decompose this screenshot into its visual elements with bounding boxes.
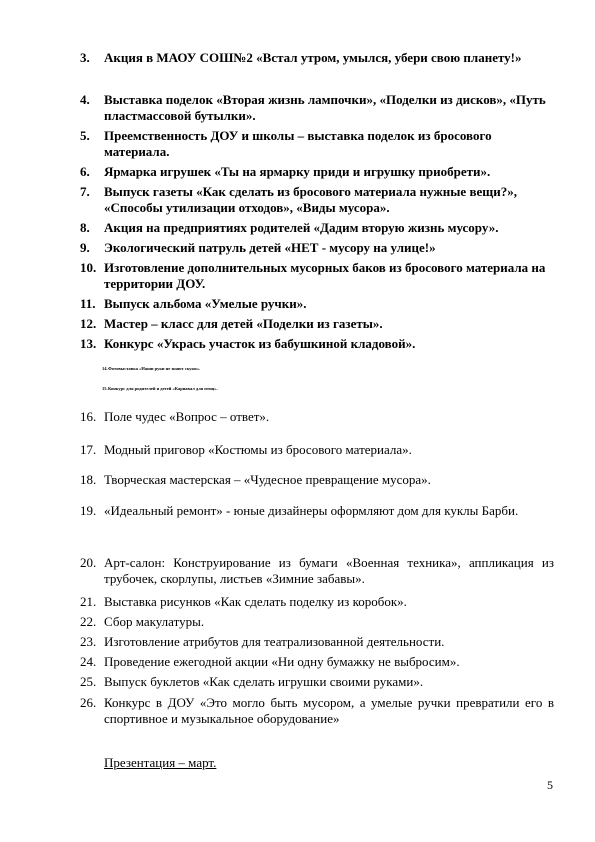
item-text: Изготовление атрибутов для театрализованной деятельности.	[104, 634, 445, 649]
item-text: Акция на предприятиях родителей «Дадим вторую жизнь мусору».	[104, 220, 499, 235]
item-text: Выставка поделок «Вторая жизнь лампочки», «Поделки из дисков», «Путь пластмассовой бутылки».	[104, 92, 546, 123]
list-item-19	[80, 503, 524, 519]
list-item-13	[80, 336, 554, 352]
list-item-11	[80, 296, 554, 312]
item-number: 17.	[80, 442, 97, 457]
item-number: 18.	[80, 472, 97, 487]
list-item-4	[80, 92, 554, 124]
item-text: Выпуск буклетов «Как сделать игрушки своими руками».	[104, 674, 424, 689]
list-item-6	[80, 164, 554, 180]
item-text: Конкурс для родителей и детей «Карнавал для птиц».	[108, 386, 218, 391]
list-item-14	[102, 366, 558, 372]
item-text: Поле чудес «Вопрос – ответ».	[104, 409, 270, 424]
item-number: 26.	[80, 695, 97, 710]
list-item-17	[80, 442, 554, 458]
list-item-25	[80, 674, 554, 690]
item-number: 13.	[80, 336, 97, 351]
item-text: Конкурс в ДОУ «Это могло быть мусором, а умелые ручки превратили его в спортивное и музыкальное оборудование»	[104, 695, 554, 726]
page-number: 5	[547, 778, 553, 792]
list-item-23	[80, 634, 554, 650]
item-number: 16.	[80, 409, 97, 424]
item-text: Акция в МАОУ СОШ№2 «Встал утром, умылся, убери свою планету!»	[104, 50, 522, 65]
item-text: Выпуск газеты «Как сделать из бросового материала нужные вещи?», «Способы утилизации отходов», «Виды мусора».	[104, 184, 517, 215]
item-text: Модный приговор «Костюмы из бросового материала».	[104, 442, 412, 457]
item-number: 15.	[102, 386, 108, 391]
item-text: Экологический патруль детей «НЕТ - мусору на улице!»	[104, 240, 436, 255]
item-number: 20.	[80, 555, 97, 570]
list-item-9	[80, 240, 554, 256]
list-item-12	[80, 316, 554, 332]
item-number: 21.	[80, 594, 97, 609]
item-text: Творческая мастерская – «Чудесное превращение мусора».	[104, 472, 431, 487]
item-number: 3.	[80, 50, 90, 65]
item-number: 10.	[80, 260, 97, 275]
item-number: 4.	[80, 92, 90, 107]
item-number: 11.	[80, 296, 96, 311]
item-number: 19.	[80, 503, 97, 518]
item-number: 9.	[80, 240, 90, 255]
list-item-5	[80, 128, 554, 160]
item-number: 6.	[80, 164, 90, 179]
item-number: 8.	[80, 220, 90, 235]
item-text: Сбор макулатуры.	[104, 614, 205, 629]
list-item-20	[80, 555, 554, 587]
item-text: Фотовыставка «Наши руки не знают скуки».	[108, 366, 201, 371]
list-item-24	[80, 654, 554, 670]
item-number: 12.	[80, 316, 97, 331]
list-item-26	[80, 695, 554, 727]
list-item-8	[80, 220, 554, 236]
list-item-3	[80, 50, 554, 66]
item-text: Ярмарка игрушек «Ты на ярмарку приди и игрушку приобрети».	[104, 164, 491, 179]
item-number: 25.	[80, 674, 97, 689]
item-text: Проведение ежегодной акции «Ни одну бумажку не выбросим».	[104, 654, 460, 669]
list-item-7	[80, 184, 554, 216]
presentation-date: Презентация – март.	[104, 755, 217, 770]
item-number: 23.	[80, 634, 97, 649]
item-text: Выпуск альбома «Умелые ручки».	[104, 296, 307, 311]
item-text: Выставка рисунков «Как сделать поделку из коробок».	[104, 594, 407, 609]
item-text: Мастер – класс для детей «Поделки из газеты».	[104, 316, 383, 331]
item-text: Изготовление дополнительных мусорных баков из бросового материала на территории ДОУ.	[104, 260, 546, 291]
item-text: «Идеальный ремонт» - юные дизайнеры оформляют дом для куклы Барби.	[104, 503, 519, 518]
list-item-21	[80, 594, 554, 610]
item-number: 5.	[80, 128, 90, 143]
item-number: 14.	[102, 366, 108, 371]
item-text: Конкурс «Укрась участок из бабушкиной кладовой».	[104, 336, 416, 351]
item-text: Арт-салон: Конструирование из бумаги «Военная техника», аппликация из трубочек, скорлупы, листьев «Зимние забавы».	[104, 555, 554, 586]
item-number: 7.	[80, 184, 90, 199]
item-number: 24.	[80, 654, 97, 669]
item-number: 22.	[80, 614, 97, 629]
list-item-18	[80, 472, 554, 488]
list-item-10	[80, 260, 554, 292]
list-item-22	[80, 614, 554, 630]
list-item-15	[102, 386, 558, 392]
list-item-16	[80, 409, 554, 425]
item-text: Преемственность ДОУ и школы – выставка поделок из бросового материала.	[104, 128, 492, 159]
